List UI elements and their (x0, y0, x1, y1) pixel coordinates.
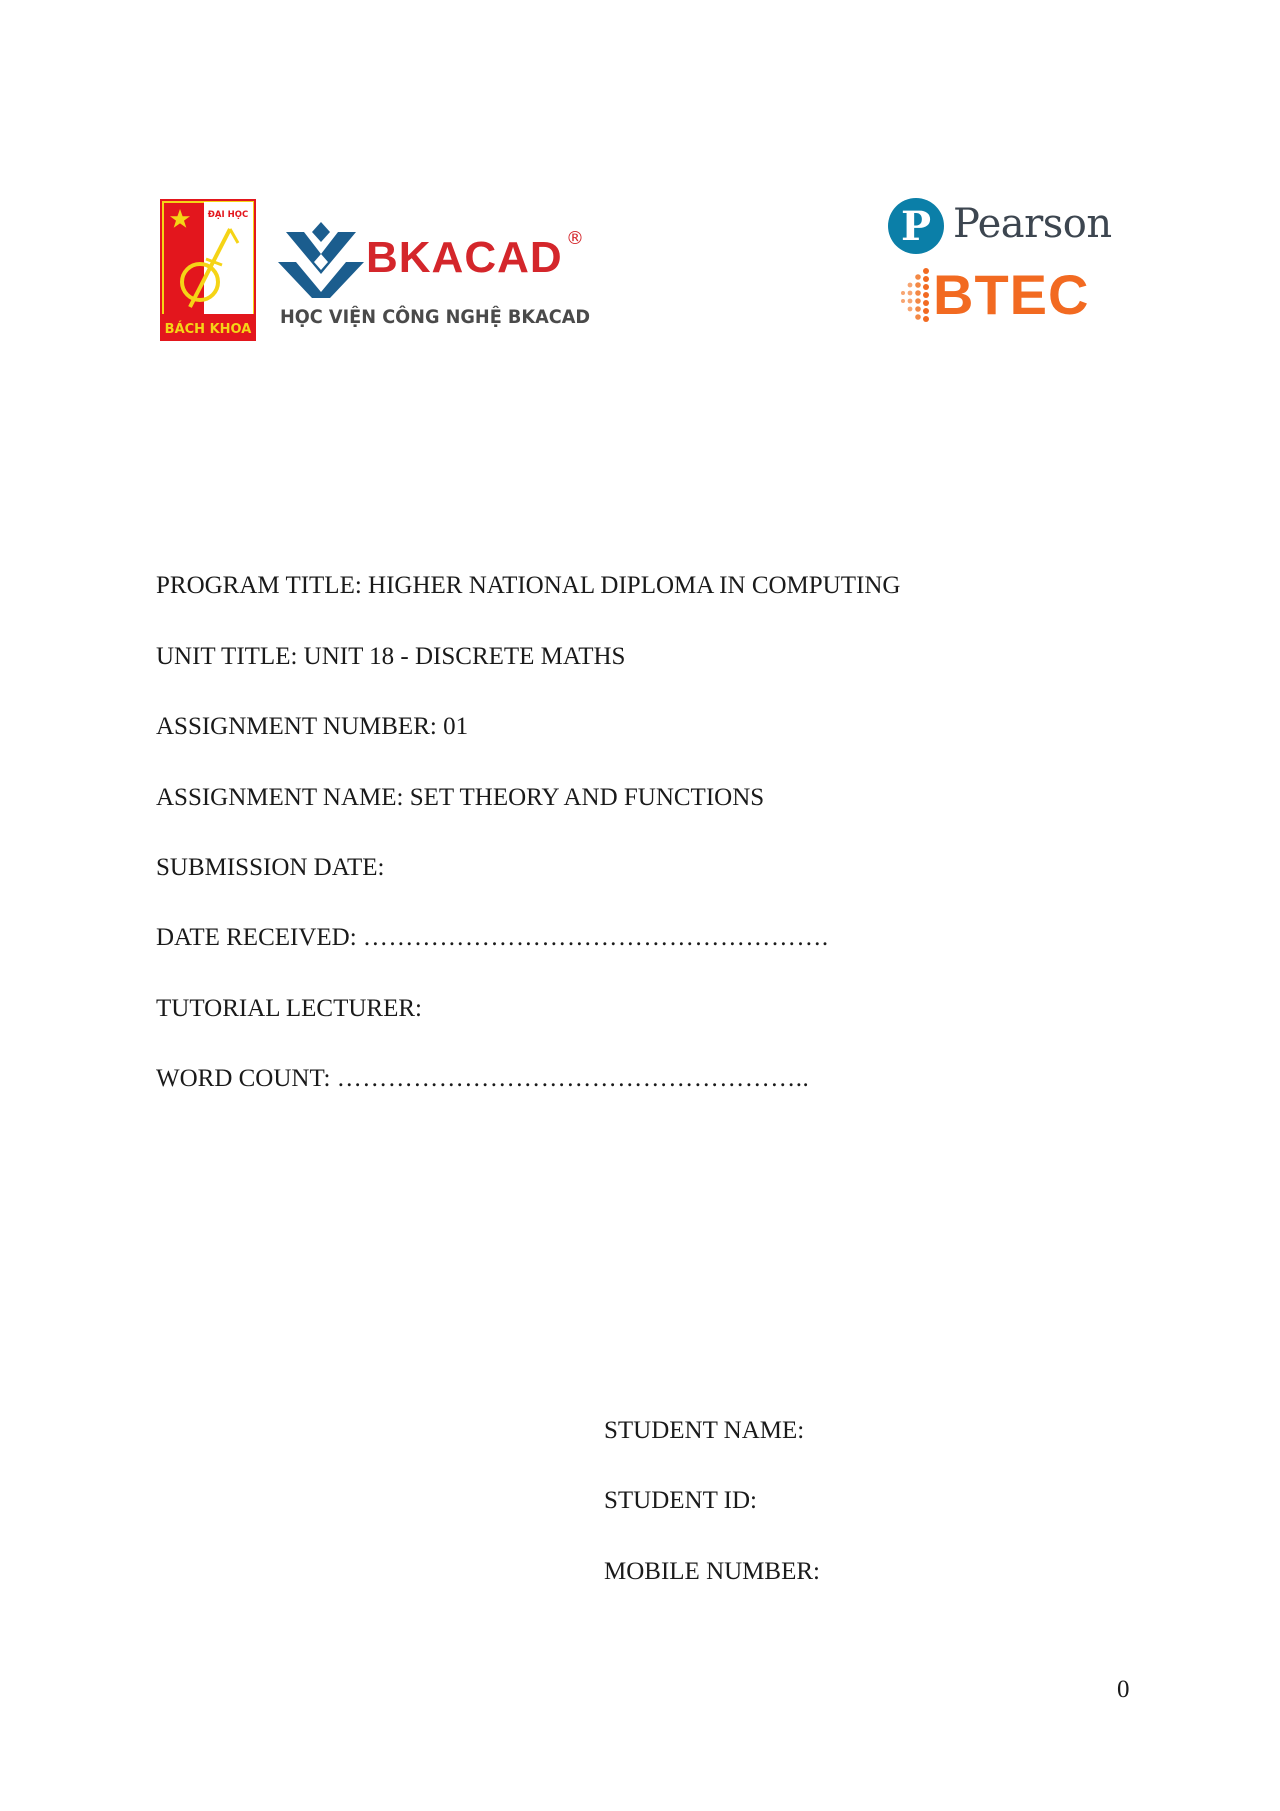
registered-mark: ® (566, 228, 584, 249)
student-name-label: STUDENT NAME: (604, 1417, 805, 1444)
date-received (156, 925, 829, 950)
bkacad-subtitle: HỌC VIỆN CÔNG NGHỆ BKACAD (280, 306, 591, 328)
assignment-name-label: ASSIGNMENT NAME: SET THEORY AND FUNCTIONS (156, 784, 765, 811)
date-received-blank: ………………………………………………. (362, 924, 829, 951)
date-received-label: DATE RECEIVED: (156, 924, 357, 951)
svg-text:P: P (900, 203, 932, 250)
unit-title (156, 644, 625, 669)
bkacad-mark-icon (278, 222, 364, 298)
submission-date-label: SUBMISSION DATE: (156, 854, 385, 881)
tutorial-lecturer-label: TUTORIAL LECTURER: (156, 995, 422, 1022)
word-count (156, 1066, 809, 1091)
pearson-wordmark: Pearson (953, 201, 1112, 247)
submission-date (156, 855, 385, 880)
bkacad-logo (278, 222, 590, 340)
student-id-label: STUDENT ID: (604, 1487, 758, 1514)
assignment-number (156, 714, 468, 739)
student-id (604, 1488, 757, 1513)
tutorial-lecturer (156, 996, 422, 1021)
pearson-logo (887, 196, 1112, 260)
pearson-mark-icon (887, 196, 945, 258)
student-name (604, 1418, 804, 1443)
word-count-label: WORD COUNT: (156, 1065, 331, 1092)
btec-logo (897, 265, 1097, 325)
program-title-label: PROGRAM TITLE: HIGHER NATIONAL DIPLOMA IN COMPUTING (156, 572, 901, 599)
btec-wordmark: BTEC (933, 263, 1090, 326)
page-number: 0 (1117, 1676, 1130, 1703)
bkacad-wordmark: BKACAD (366, 233, 563, 282)
assignment-name (156, 785, 764, 810)
word-count-blank: ……………………………………………….. (336, 1065, 810, 1092)
program-title (156, 573, 900, 598)
unit-title-label: UNIT TITLE: UNIT 18 - DISCRETE MATHS (156, 643, 626, 670)
assignment-number-label: ASSIGNMENT NUMBER: 01 (156, 713, 469, 740)
hust-bottom-text: BÁCH KHOA (164, 322, 252, 337)
hust-logo (160, 199, 256, 341)
mobile-number-label: MOBILE NUMBER: (604, 1558, 820, 1585)
hust-top-text: ĐẠI HỌC (207, 210, 249, 220)
mobile-number (604, 1559, 820, 1584)
